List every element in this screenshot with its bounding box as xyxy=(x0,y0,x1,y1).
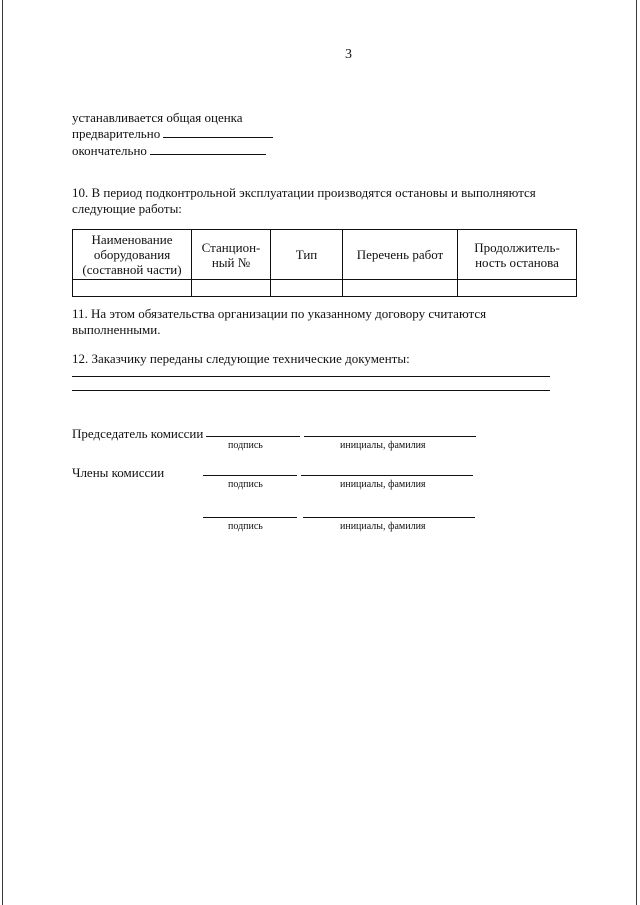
section-10-line-2: следующие работы: xyxy=(72,201,182,216)
member-2-name-caption: инициалы, фамилия xyxy=(340,521,426,532)
table-header-row xyxy=(73,230,577,280)
member-1-signature-caption: подпись xyxy=(228,479,263,490)
works-table xyxy=(72,229,577,297)
chairman-signature-caption: подпись xyxy=(228,440,263,451)
section-11-line-1: 11. На этом обязательства организации по указанному договору считаются xyxy=(72,306,487,321)
assessment-line-preliminary xyxy=(72,126,273,142)
table-row xyxy=(73,280,577,297)
final-label: окончательно xyxy=(72,143,147,158)
table-cell[interactable] xyxy=(458,280,577,297)
chairman-name-line[interactable] xyxy=(304,436,476,437)
assessment-line-1: устанавливается общая оценка xyxy=(72,110,243,125)
header-equipment: Наименование оборудования (составной части) xyxy=(73,230,192,280)
chairman-name-caption: инициалы, фамилия xyxy=(340,440,426,451)
header-type: Тип xyxy=(271,230,343,280)
page-number: 3 xyxy=(345,47,352,62)
header-works-list: Перечень работ xyxy=(343,230,458,280)
section-12-line-1: 12. Заказчику переданы следующие технические документы: xyxy=(72,351,410,366)
member-2-name-line[interactable] xyxy=(303,517,475,518)
member-1-name-caption: инициалы, фамилия xyxy=(340,479,426,490)
documents-blank-line-1[interactable] xyxy=(72,376,550,377)
assessment-line-final xyxy=(72,143,266,159)
member-2-signature-line[interactable] xyxy=(203,517,297,518)
members-label: Члены комиссии xyxy=(72,465,165,480)
chairman-label: Председатель комиссии xyxy=(72,426,204,441)
table-cell[interactable] xyxy=(343,280,458,297)
section-10-line-1: 10. В период подконтрольной эксплуатации производятся остановы и выполняются xyxy=(72,185,536,200)
member-2-signature-caption: подпись xyxy=(228,521,263,532)
member-1-signature-line[interactable] xyxy=(203,475,297,476)
chairman-signature-line[interactable] xyxy=(206,436,300,437)
documents-blank-line-2[interactable] xyxy=(72,390,550,391)
header-duration: Продолжитель- ность останова xyxy=(458,230,577,280)
member-1-name-line[interactable] xyxy=(301,475,473,476)
header-station-number: Станцион- ный № xyxy=(192,230,271,280)
preliminary-label: предварительно xyxy=(72,126,161,141)
scan-border-left xyxy=(2,0,3,905)
table-cell[interactable] xyxy=(73,280,192,297)
preliminary-blank[interactable] xyxy=(163,126,273,138)
section-11-line-2: выполненными. xyxy=(72,322,161,337)
table-cell[interactable] xyxy=(271,280,343,297)
scan-border-right xyxy=(636,0,637,905)
table-cell[interactable] xyxy=(192,280,271,297)
final-blank[interactable] xyxy=(150,143,266,155)
